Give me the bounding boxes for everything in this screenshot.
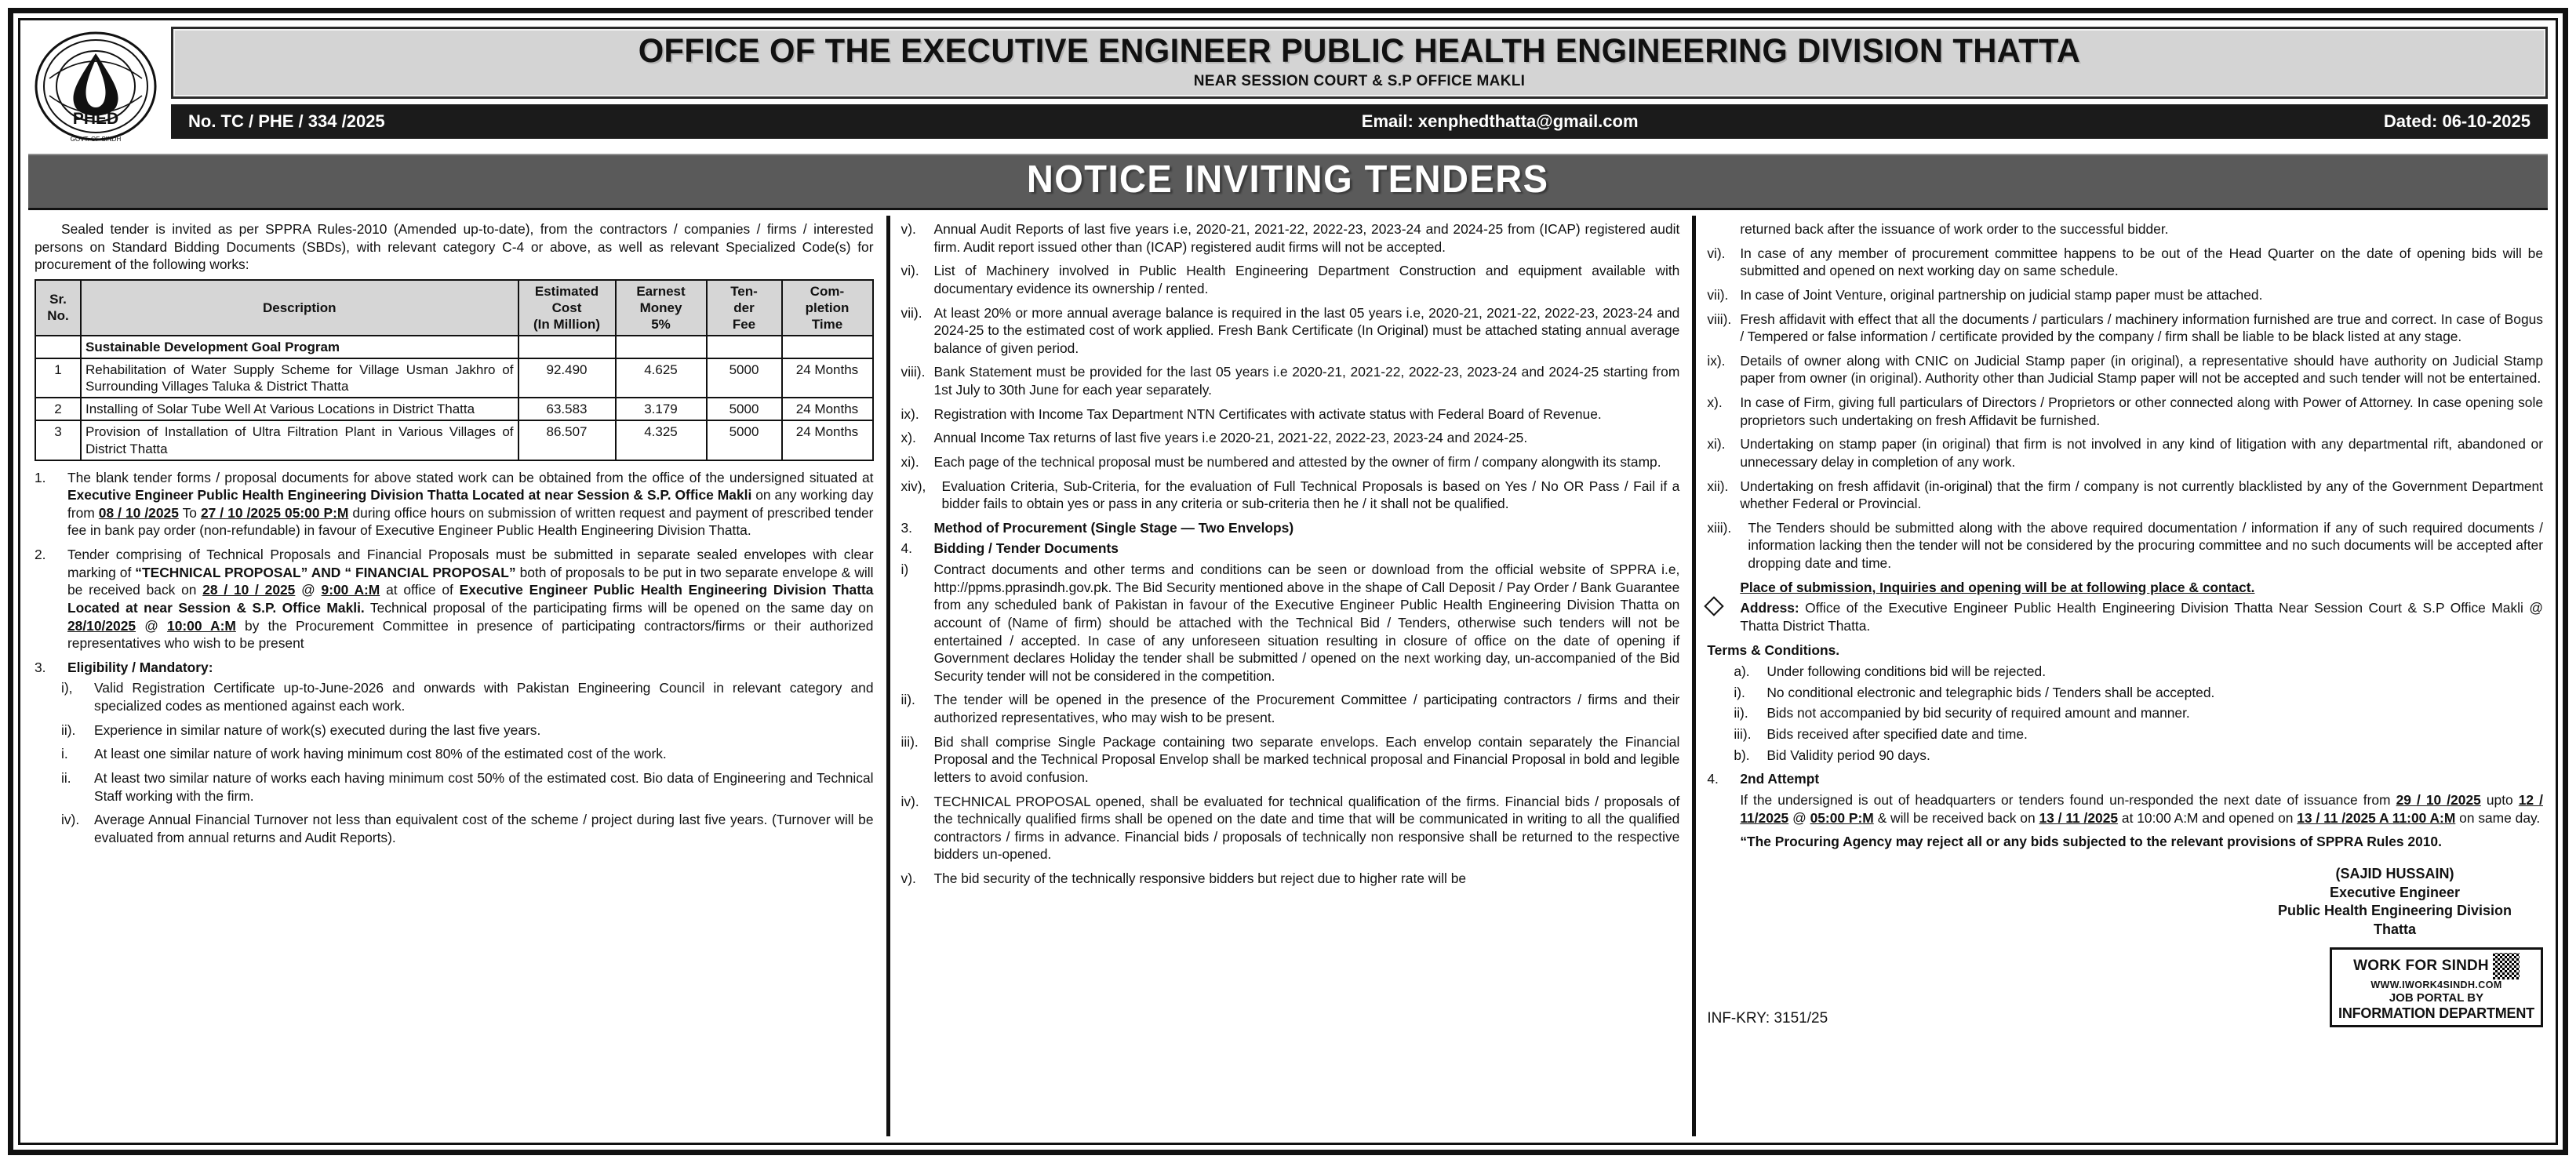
item-viii [901,363,1680,398]
c3-ix-body: Details of owner along with CNIC on Judicial Stamp paper (in original), a representative should have authority on Judicial Stamp paper from owner (in original). Authority other than Judicial Stamp paper will not be accepted and such tender will not be entertained. [1740,352,2543,387]
eligibility-iv-marker: iv). [61,812,80,828]
item-v-marker: v). [901,221,916,237]
second-attempt-heading [1707,770,2543,788]
document-header [28,27,2548,147]
clause-1 [35,469,874,540]
eligibility-item-i2 [61,745,874,763]
second-attempt-body: If the undersigned is out of headquarters or tenders found un-responded the next date of issuance from 29 / 10 /2025 upto 12 / 11/2025 @ 05:00 P:M & will be received back on 13 / 11 /2025 at 10:00 A:M and opened on 13 / 11 /2025 A 11:00 A:M on same day. [1740,791,2543,826]
bidding-title: Bidding / Tender Documents [933,540,1119,557]
inf-reference: INF-KRY: 3151/25 [1707,1009,1828,1027]
continuation-line [1707,220,2543,238]
method-of-procurement [901,519,1680,537]
term-b-marker: b). [1734,747,1750,763]
eligibility-item-iv [61,811,874,846]
table-row [35,398,873,420]
inner-border [18,18,2558,1145]
cell-sr [35,336,81,358]
cell-earnest: 4.625 [616,358,707,398]
bidding-documents [901,540,1680,558]
meta-bar [171,104,2548,139]
phed-logo-icon [32,30,159,147]
sppra-quote: “The Procuring Agency may reject all or any bids subjected to the relevant provisions of SPPRA Rules 2010. [1740,834,2442,850]
th-earnest-money: Earnest Money 5% [616,280,707,336]
cell-description: Rehabilitation of Water Supply Scheme for Village Usman Jakhro of Surrounding Villages Taluka & District Thatta [81,358,518,398]
cell-sr: 1 [35,358,81,398]
item-xi-marker: xi). [901,453,919,470]
c3-item-viii [1707,311,2543,346]
bid-item-ii [901,691,1680,726]
bid-i-body: Contract documents and other terms and conditions can be seen or download from the official website of SPPRA i.e, http://ppms.pprasindh.gov.pk. The Bid Security mentioned above in the shape of Call Deposit / Pay Order / Bank Guarantee from any scheduled bank of Pakistan in favour of the Executive Engineer Public Health Engineering Division Thatta on account of (Name of firm) should be attached with the Technical Bid / Tenders, otherwise such tenders will not be entertained / accepted. In case of any unforeseen situation resulting in closure of office on the date of opening if Government declares Holiday the tender shall be submitted / opened on the next working day, un-accompanied of the Bid Security tender will not be considered in the competition. [933,562,1680,684]
item-v-body: Annual Audit Reports of last five years i.e, 2020-21, 2021-22, 2022-23, 2023-24 and 2024-25 from (ICAP) registered audit firm. Audit report issued other than (ICAP) registered audit firms will not be accepted. [933,221,1680,255]
place-text: Place of submission, Inquiries and opening will be at following place & contact. [1740,579,2255,595]
cell-est: 92.490 [518,358,616,398]
eligibility-ii2-body: At least two similar nature of works each having minimum cost 50% of the estimated cost. Bio data of Engineering and Technical Staff working with the firm. [94,769,874,804]
eligibility-i2-body: At least one similar nature of work having minimum cost 80% of the estimated cost of the work. [94,746,667,762]
cell-completion: 24 Months [782,398,873,420]
signatory-division: Public Health Engineering Division [2277,903,2512,919]
c3-x-body: In case of Firm, giving full particulars of Directors / Proprietors or other connected along with Power of Attorney. In case opening sole proprietors such undertaking on fresh Affidavit be furnished. [1740,394,2543,428]
clause-3-marker: 3. [35,659,46,675]
signature-block [1707,865,2543,939]
table-row [35,420,873,460]
cell-earnest: 3.179 [616,398,707,420]
item-vii-marker: vii). [901,304,922,321]
eligibility-i-body: Valid Registration Certificate up-to-June-2026 and onwards with Pakistan Engineering Council in relevant category and specialized codes as mentioned against each work. [94,680,874,714]
eligibility-ii-body: Experience in similar nature of work(s) executed during the last five years. [94,721,541,738]
cell-earnest [616,336,707,358]
cell-fee: 5000 [707,398,782,420]
cell-est [518,336,616,358]
cell-sr: 2 [35,398,81,420]
c3-x-marker: x). [1707,394,1723,410]
item-xiv-body: Evaluation Criteria, Sub-Criteria, for the evaluation of Full Technical Proposals is based on Yes / No OR Pass / Fail if a bidder fails to obtain yes or pass in any criteria or sub-criteria then he / it shall not be qualified. [941,478,1680,512]
column-one [28,216,890,1136]
office-title: OFFICE OF THE EXECUTIVE ENGINEER PUBLIC HEALTH ENGINEERING DIVISION THATTA [638,32,2081,70]
cell-sr: 3 [35,420,81,460]
cell-fee [707,336,782,358]
cell-est: 86.507 [518,420,616,460]
th-description: Description [81,280,518,336]
c3-item-ix [1707,352,2543,387]
c3-vi-marker: vi). [1707,245,1726,261]
th-tender-fee: Ten- der Fee [707,280,782,336]
bid-ii-body: The tender will be opened in the presence of the Procurement Committee / participating contractors / firms and their authorized representatives, who may wish to be present. [933,692,1680,725]
bidding-marker: 4. [901,540,913,557]
notice-date: Dated: 06-10-2025 [2383,111,2531,131]
item-xiv-marker: xiv), [901,478,926,494]
table-row-program [35,336,873,358]
c3-ix-marker: ix). [1707,352,1726,369]
c3-xii-body: Undertaking on fresh affidavit (in-original) that the firm / company is not currently blacklisted by any of the Government Department whether Federal or Provincial. [1740,478,2543,512]
cell-completion [782,336,873,358]
outer-border [8,8,2568,1155]
clause-2 [35,546,874,652]
eligibility-ii-marker: ii). [61,721,76,738]
bid-iii-body: Bid shall comprise Single Package containing two separate envelops. Each envelop contain separately the Financial Proposal and the Technical Proposal Envelop shall be marked technical proposal and Financial Proposal in bold and legible letters to avoid confusion. [933,733,1680,785]
header-text-block [171,27,2548,147]
item-vii-body: At least 20% or more annual average balance is required in the last 05 years i.e, 2020-21, 2021-22, 2022-23, 2023-24 and 2024-25 to the estimated cost of work applied. Fresh Bank Certificate (In Original) must be attached stating annual average balance of given period. [933,304,1680,356]
term-a-body: Under following conditions bid will be rejected. [1766,663,2047,680]
th-estimated-cost: Estimated Cost (In Million) [518,280,616,336]
c3-item-xiii [1707,519,2543,572]
c3-viii-marker: viii). [1707,311,1732,327]
clause-2-body: Tender comprising of Technical Proposals and Financial Proposals must be submitted in separate sealed envelopes with clear marking of “TECHNICAL PROPOSAL” AND “ FINANCIAL PROPOSAL” both of proposals to be put in two separate envelope & will be received back on 28 / 10 / 2025 @ 9:00 A:M at office of Executive Engineer Public Health Engineering Division Thatta Located at near Session & S.P. Office Makli. Technical proposal of the participating firms will be opened on the same day on 28/10/2025 @ 10:00 A:M by the Procurement Committee in presence of participating contractors/firms or their authorized representatives who wish to be present [67,547,874,652]
c3-xi-body: Undertaking on stamp paper (in original) that firm is not involved in any kind of litigation with any departmental rift, abandoned or unnecessary delay in completion of any work. [1740,436,2543,470]
bid-i-marker: i) [901,562,909,577]
clause-1-marker: 1. [35,469,46,485]
diamond-bullet-icon [1707,599,1740,634]
item-v [901,220,1680,256]
item-vi-body: List of Machinery involved in Public Health Engineering Department Construction and equipment available with documentary evidence its ownership / rented. [933,263,1680,296]
signatory [2278,865,2512,939]
bid-item-v [901,870,1680,888]
cell-completion: 24 Months [782,358,873,398]
c3-item-xi [1707,435,2543,471]
second-attempt-title: 2nd Attempt [1740,771,1820,787]
column-three [1696,216,2548,1136]
c3-item-x [1707,394,2543,429]
term-ii-marker: ii). [1734,705,1748,721]
term-a-marker: a). [1734,663,1750,680]
address-row [1707,599,2543,634]
item-xiv [901,478,1680,513]
notice-banner-text: NOTICE INVITING TENDERS [1027,158,1549,201]
table-header-row [35,280,873,336]
term-a [1734,663,2543,681]
second-attempt-body-marker [1707,791,1740,827]
c3-vii-body: In case of Joint Venture, original partnership on judicial stamp paper must be attached. [1740,286,2263,303]
badge-title-row [2338,953,2534,979]
badge-department: INFORMATION DEPARTMENT [2338,1005,2534,1021]
term-i-marker: i). [1734,684,1745,700]
clause-2-marker: 2. [35,547,46,563]
signatory-designation: Executive Engineer [2329,884,2461,900]
column-two [890,216,1697,1136]
item-vi-marker: vi). [901,263,919,279]
place-of-submission [1707,579,2543,597]
work-for-sindh-badge[interactable] [2330,947,2543,1027]
th-sr-no: Sr. No. [35,280,81,336]
item-vii [901,304,1680,358]
c3-xi-marker: xi). [1707,436,1726,452]
term-iii-marker: iii). [1734,726,1752,742]
eligibility-i2-marker: i. [61,746,68,762]
item-ix-marker: ix). [901,405,919,422]
eligibility-i-marker: i), [61,680,73,696]
cell-description: Provision of Installation of Ultra Filtration Plant in Various Villages of District Thatta [81,420,518,460]
item-xi [901,453,1680,471]
badge-subtitle: JOB PORTAL BY [2389,990,2484,1005]
eligibility-iv-body: Average Annual Financial Turnover not less than equivalent cost of the scheme / project during last five years. (Turnover will be evaluated from annual returns and Audit Reports). [94,812,874,845]
sppra-quote-row [1707,833,2543,851]
continuation-marker [1707,220,1740,238]
logo-container [28,27,163,147]
works-table [35,279,874,461]
term-iii [1734,725,2543,743]
cell-earnest: 4.325 [616,420,707,460]
clause-3-heading [35,659,874,677]
term-b-body: Bid Validity period 90 days. [1766,747,1930,763]
term-ii-body: Bids not accompanied by bid security of required amount and manner. [1766,705,2190,721]
cell-program-title: Sustainable Development Goal Program [81,336,518,358]
c3-item-vi [1707,245,2543,280]
term-i-body: No conditional electronic and telegraphic bids / Tenders shall be accepted. [1766,684,2215,700]
second-attempt-body-row [1707,791,2543,827]
term-ii [1734,704,2543,722]
eligibility-item-i [61,679,874,714]
office-title-bar [171,27,2548,99]
footer-row [1707,947,2543,1027]
item-x-marker: x). [901,430,916,446]
term-i [1734,684,2543,702]
bid-v-body: The bid security of the technically responsive bidders but reject due to higher rate will be [933,870,1467,886]
term-iii-body: Bids received after specified date and time. [1766,726,2028,742]
bid-item-i [901,561,1680,685]
c3-xii-marker: xii). [1707,478,1729,494]
qr-code-icon [2493,953,2520,979]
method-title: Method of Procurement (Single Stage — Two Envelops) [933,519,1294,536]
table-row [35,358,873,398]
method-marker: 3. [901,519,913,536]
item-ix-body: Registration with Income Tax Department NTN Certificates with activate status with Federal Board of Revenue. [933,405,1602,422]
bid-v-marker: v). [901,870,916,886]
eligibility-item-ii [61,721,874,740]
c3-vii-marker: vii). [1707,286,1729,303]
bid-iv-body: TECHNICAL PROPOSAL opened, shall be evaluated for technical qualification of the firms. Financial bids / proposals of the technically qualified firms shall be opened on the date and time that will be communicated in writing to all the qualified contractors / firms in advance. Financial bids / proposals of technically non responsive shall be returned to the respective bidders un-opened. [933,793,1680,863]
badge-url: WWW.IWORK4SINDH.COM [2370,979,2502,990]
item-xi-body: Each page of the technical proposal must be numbered and attested by the owner of firm / company alongwith its stamp. [933,453,1661,470]
sppra-quote-marker [1707,833,1740,851]
signatory-name: (SAJID HUSSAIN) [2335,865,2454,881]
badge-title: WORK FOR SINDH [2353,958,2489,975]
svg-text:GOVT. OF SINDH: GOVT. OF SINDH [70,136,122,143]
clause-3-title: Eligibility / Mandatory: [67,659,213,675]
c3-item-vii [1707,286,2543,304]
cell-completion: 24 Months [782,420,873,460]
th-completion-time: Com- pletion Time [782,280,873,336]
item-x-body: Annual Income Tax returns of last five years i.e 2020-21, 2021-22, 2022-23, 2023-24 and 2024-25. [933,430,1528,446]
notice-banner [28,154,2548,210]
cell-est: 63.583 [518,398,616,420]
bid-item-iii [901,733,1680,787]
address-body: Address: Office of the Executive Engineer Public Health Engineering Division Thatta Near Session Court & S.P Office Makli @ Thatta District Thatta. [1740,600,2543,634]
c3-xiii-body: The Tenders should be submitted along with the above required documentation / information if any of such required documents / information lacking then the tender will not be considered by the procuring committee and no such documents will be accepted after dropping date and time. [1748,519,2543,571]
bid-iv-marker: iv). [901,793,919,809]
contact-email: Email: xenphedthatta@gmail.com [1361,111,1639,131]
bid-ii-marker: ii). [901,692,915,708]
terms-heading: Terms & Conditions. [1707,641,1840,658]
intro-paragraph: Sealed tender is invited as per SPPRA Rules-2010 (Amended up-to-date), from the contractors / companies / firms / interested persons on Standard Bidding Documents (SBDs), with relevant category C-4 or above, as well as relevant Specialized Code(s) for procurement of the following works: [35,221,874,273]
item-viii-body: Bank Statement must be provided for the last 05 years i.e 2020-21, 2021-22, 2022-23, 2023-24 and 2024-25 starting from 1st July to 30th June for each year separately. [933,364,1680,398]
term-b [1734,747,2543,765]
office-subtitle: NEAR SESSION COURT & S.P OFFICE MAKLI [1193,72,1526,89]
c3-vi-body: In case of any member of procurement committee happens to be out of the Head Quarter on the date of opening bids will be submitted and opened on next working day on same schedule. [1740,245,2543,279]
cell-description: Installing of Solar Tube Well At Various Locations in District Thatta [81,398,518,420]
notice-number: No. TC / PHE / 334 /2025 [188,111,385,131]
eligibility-ii2-marker: ii. [61,769,71,786]
eligibility-item-ii2 [61,769,874,805]
c3-viii-body: Fresh affidavit with effect that all the documents / particulars / machinery information furnished are true and correct. In case of Bogus / Tempered or false information / certificate provided by the company / firm shall be liable to be black listed at any stage. [1740,311,2543,345]
content-columns [28,216,2548,1136]
c3-xiii-marker: xiii). [1707,519,1732,536]
second-attempt-marker: 4. [1707,771,1719,787]
clause-1-body: The blank tender forms / proposal documents for above stated work can be obtained from the office of the undersigned situated at Executive Engineer Public Health Engineering Division Thatta Located at near Session & S.P. Office Makli on any working day from 08 / 10 /2025 To 27 / 10 /2025 05:00 P:M during office hours on submission of written request and payment of prescribed tender fee in bank pay order (non-refundable) in favour of Executive Engineer Public Health Engineering Division Thatta. [67,469,874,539]
bid-item-iv [901,793,1680,864]
c3-item-xii [1707,478,2543,513]
item-vi [901,262,1680,297]
place-marker [1707,579,1740,597]
signatory-place: Thatta [2373,921,2416,937]
item-x [901,429,1680,447]
item-viii-marker: viii). [901,364,926,380]
item-ix [901,405,1680,423]
svg-text:PHED: PHED [72,110,119,128]
continuation-body: returned back after the issuance of work order to the successful bidder. [1740,221,2169,237]
cell-fee: 5000 [707,420,782,460]
bid-iii-marker: iii). [901,733,919,750]
cell-fee: 5000 [707,358,782,398]
